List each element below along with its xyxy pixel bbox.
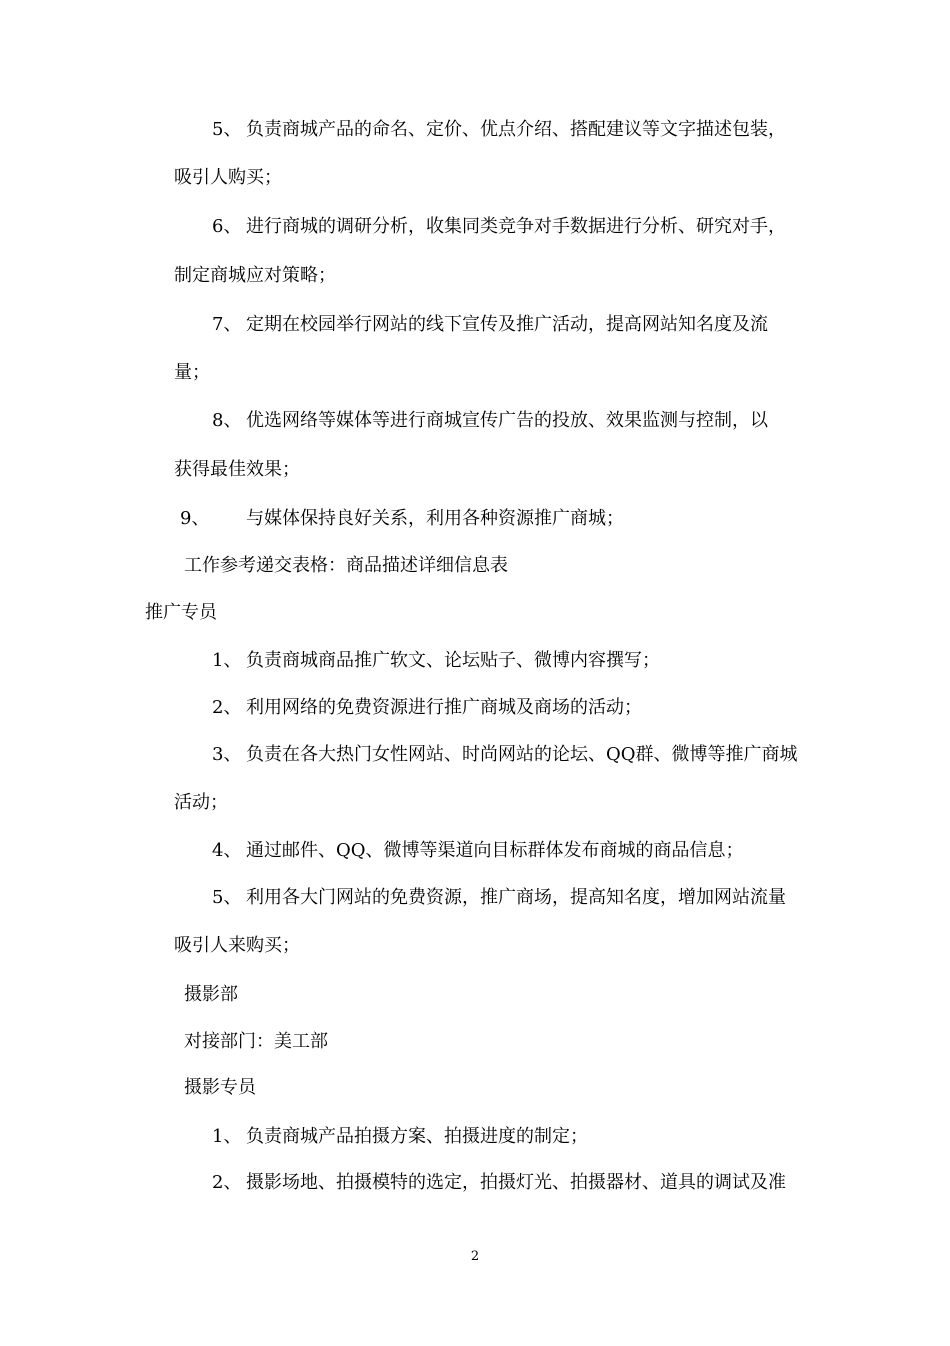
line-text: 活动； <box>174 792 228 813</box>
list-text: 优选网络等媒体等进行商城宣传广告的投放、效果监测与控制，以 <box>246 410 768 431</box>
list-number: 3、 <box>212 744 242 765</box>
paragraph-line <box>174 264 336 288</box>
line-text: 工作参考递交表格：商品描述详细信息表 <box>184 555 508 576</box>
page-number: 2 <box>470 1249 480 1264</box>
list-text: 负责商城产品的命名、定价、优点介绍、搭配建议等文字描述包装， <box>246 119 786 140</box>
line-text: 量； <box>174 362 210 383</box>
section-heading <box>184 983 238 1007</box>
paragraph-line <box>184 1030 328 1054</box>
list-item <box>212 696 642 720</box>
list-item <box>212 649 660 673</box>
heading-text: 摄影部 <box>184 984 238 1005</box>
list-number: 2、 <box>212 697 242 718</box>
paragraph-line <box>184 554 508 578</box>
list-text: 通过邮件、QQ、微博等渠道向目标群体发布商城的商品信息； <box>246 840 744 861</box>
list-item <box>212 886 786 910</box>
list-number: 1、 <box>212 650 242 671</box>
paragraph-line <box>174 361 210 385</box>
line-text: 制定商城应对策略； <box>174 265 336 286</box>
list-item <box>212 1171 786 1195</box>
line-text: 获得最佳效果； <box>174 459 300 480</box>
line-text: 对接部门：美工部 <box>184 1031 328 1052</box>
list-number: 7、 <box>212 314 242 335</box>
line-text: 吸引人来购买； <box>174 935 300 956</box>
list-text: 利用各大门网站的免费资源，推广商场，提高知名度，增加网站流量 <box>246 887 786 908</box>
list-number: 9、 <box>180 508 210 529</box>
list-number: 1、 <box>212 1126 242 1147</box>
list-text: 进行商城的调研分析，收集同类竞争对手数据进行分析、研究对手， <box>246 216 786 237</box>
list-number: 5、 <box>212 887 242 908</box>
list-item <box>212 409 768 433</box>
paragraph-line <box>174 791 228 815</box>
list-item <box>180 507 624 531</box>
list-text: 负责商城产品拍摄方案、拍摄进度的制定； <box>246 1126 588 1147</box>
list-text: 定期在校园举行网站的线下宣传及推广活动，提高网站知名度及流 <box>246 314 768 335</box>
list-number: 2、 <box>212 1172 242 1193</box>
list-number: 6、 <box>212 216 242 237</box>
paragraph-line <box>174 166 282 190</box>
list-item <box>212 839 744 863</box>
section-heading <box>184 1076 256 1100</box>
paragraph-line <box>174 458 300 482</box>
list-item <box>212 743 798 767</box>
list-item <box>212 1125 588 1149</box>
list-item <box>212 313 768 337</box>
list-number: 4、 <box>212 840 242 861</box>
heading-text: 推广专员 <box>145 602 217 623</box>
list-text: 摄影场地、拍摄模特的选定，拍摄灯光、拍摄器材、道具的调试及准 <box>246 1172 786 1193</box>
line-text: 吸引人购买； <box>174 167 282 188</box>
paragraph-line <box>174 934 300 958</box>
list-item <box>212 118 786 142</box>
heading-text: 摄影专员 <box>184 1077 256 1098</box>
list-text: 利用网络的免费资源进行推广商城及商场的活动； <box>246 697 642 718</box>
list-text: 与媒体保持良好关系，利用各种资源推广商城； <box>246 508 624 529</box>
section-heading <box>145 601 217 625</box>
list-text: 负责在各大热门女性网站、时尚网站的论坛、QQ群、微博等推广商城 <box>246 744 798 765</box>
list-text: 负责商城商品推广软文、论坛贴子、微博内容撰写； <box>246 650 660 671</box>
list-item <box>212 215 786 239</box>
list-number: 5、 <box>212 119 242 140</box>
list-number: 8、 <box>212 410 242 431</box>
